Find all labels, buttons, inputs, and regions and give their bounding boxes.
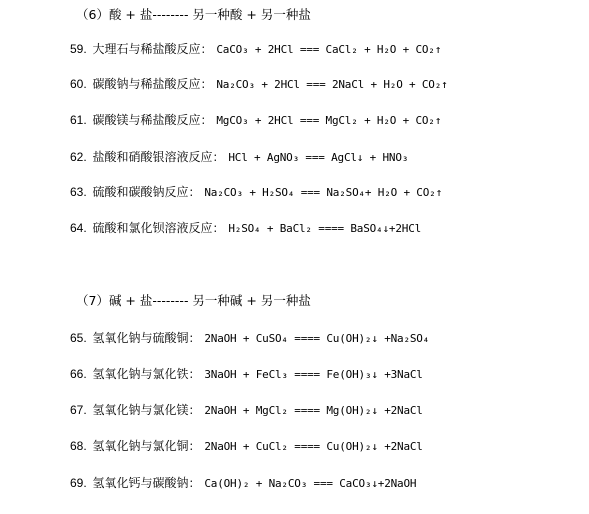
reaction-line-67	[70, 401, 423, 420]
reaction-line-66	[70, 365, 423, 384]
reaction-number: 68.	[70, 439, 87, 453]
reaction-label: 硫酸和氯化钡溶液反应：	[92, 221, 225, 235]
reaction-label: 氢氧化钠与氯化铁：	[92, 367, 201, 381]
reaction-equation: CaCO₃ + 2HCl === CaCl₂ + H₂O + CO₂↑	[216, 43, 442, 56]
reaction-equation: HCl + AgNO₃ === AgCl↓ + HNO₃	[228, 151, 409, 164]
reaction-equation: Na₂CO₃ + 2HCl === 2NaCl + H₂O + CO₂↑	[216, 78, 448, 91]
reaction-number: 69.	[70, 476, 87, 490]
reaction-equation: 2NaOH + CuCl₂ ==== Cu(OH)₂↓ +2NaCl	[204, 440, 423, 453]
reaction-number: 63.	[70, 185, 87, 199]
reaction-label: 氢氧化钠与氯化镁：	[92, 403, 201, 417]
reaction-label: 大理石与稀盐酸反应：	[92, 42, 213, 56]
reaction-label: 氢氧化钠与氯化铜：	[92, 439, 201, 453]
reaction-line-62	[70, 148, 408, 167]
reaction-label: 碳酸镁与稀盐酸反应：	[92, 113, 213, 127]
reaction-number: 62.	[70, 150, 87, 164]
reaction-line-59	[70, 40, 441, 59]
reaction-line-60	[70, 75, 448, 94]
reaction-line-64	[70, 219, 421, 238]
reaction-number: 60.	[70, 77, 87, 91]
reaction-label: 氢氧化钠与硫酸铜：	[92, 331, 201, 345]
reaction-equation: Na₂CO₃ + H₂SO₄ === Na₂SO₄+ H₂O + CO₂↑	[204, 186, 442, 199]
reaction-equation: 2NaOH + CuSO₄ ==== Cu(OH)₂↓ +Na₂SO₄	[204, 332, 430, 345]
reaction-line-61	[70, 111, 441, 130]
reaction-label: 氢氧化钙与碳酸钠：	[92, 476, 201, 490]
reaction-label: 硫酸和碳酸钠反应：	[92, 185, 201, 199]
reaction-line-65	[70, 329, 429, 348]
reaction-number: 59.	[70, 42, 87, 56]
reaction-equation: MgCO₃ + 2HCl === MgCl₂ + H₂O + CO₂↑	[216, 114, 442, 127]
reaction-label: 碳酸钠与稀盐酸反应：	[92, 77, 213, 91]
reaction-label: 盐酸和硝酸银溶液反应：	[92, 150, 225, 164]
reaction-equation: 3NaOH + FeCl₃ ==== Fe(OH)₃↓ +3NaCl	[204, 368, 423, 381]
reaction-number: 65.	[70, 331, 87, 345]
section-7-heading: （7）碱 + 盐-------- 另一种碱 + 另一种盐	[76, 293, 311, 308]
reaction-number: 66.	[70, 367, 87, 381]
reaction-equation: Ca(OH)₂ + Na₂CO₃ === CaCO₃↓+2NaOH	[204, 477, 417, 490]
reaction-line-68	[70, 437, 423, 456]
reaction-equation: H₂SO₄ + BaCl₂ ==== BaSO₄↓+2HCl	[228, 222, 422, 235]
reaction-equation: 2NaOH + MgCl₂ ==== Mg(OH)₂↓ +2NaCl	[204, 404, 423, 417]
reaction-line-69	[70, 474, 416, 493]
reaction-number: 61.	[70, 113, 87, 127]
reaction-line-63	[70, 183, 442, 202]
reaction-number: 64.	[70, 221, 87, 235]
section-6-heading: （6）酸 + 盐-------- 另一种酸 + 另一种盐	[76, 7, 311, 22]
reaction-number: 67.	[70, 403, 87, 417]
